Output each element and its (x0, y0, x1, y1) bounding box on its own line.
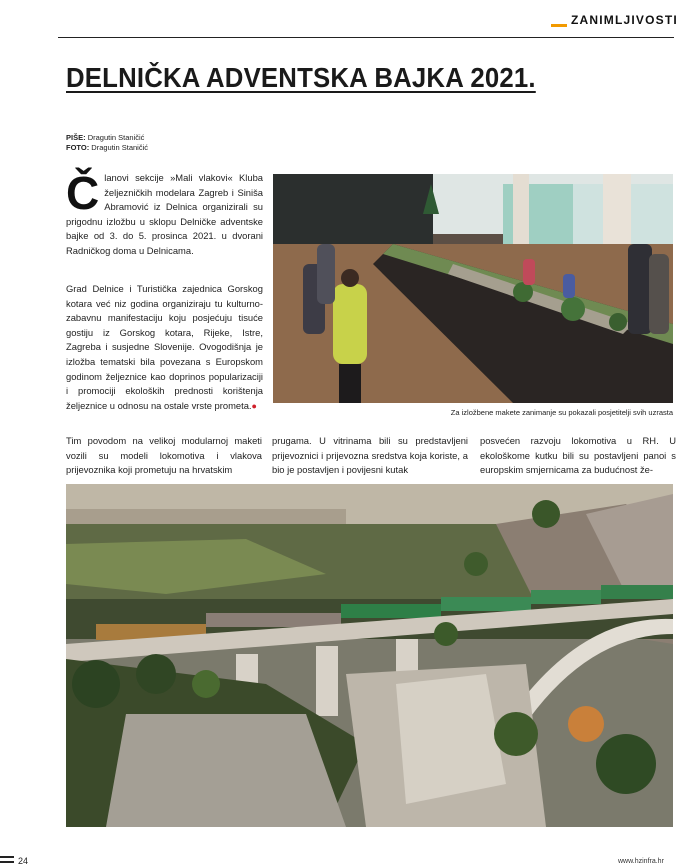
photographer-name: Dragutin Staničić (91, 143, 148, 152)
drop-cap: Č (66, 167, 100, 219)
footer-rule-bottom (0, 861, 14, 863)
intro-paragraph (66, 167, 263, 259)
body-column-1: Tim povodom na velikoj modularnoj maketi vozili su modeli lokomotiva i vlakova prijevoznika koji prometuju na hrvatskim (66, 435, 262, 476)
page-number: 24 (18, 856, 29, 866)
article-credits (66, 133, 148, 153)
second-paragraph (66, 282, 263, 413)
author-label: PIŠE: (66, 133, 86, 142)
section-accent-bar (551, 24, 567, 27)
article-title: DELNIČKA ADVENTSKA BAJKA 2021. (66, 62, 536, 93)
body-column-2: prugama. U vitrinama bili su predstavljeni prijevoznici i prijevozna sredstva koja koriste, a bio je postavljen i povijesni kutak (272, 435, 468, 476)
second-paragraph-text: Grad Delnice i Turistička zajednica Gorskog kotara već niz godina organiziraju tu kulturno-zabavnu manifestaciju koju posjećuju tisuće gostiju iz Gorskog kotara, Rijeke, Istre, Zagreba i susjedne Slovenije. Ovogodišnja je izložba tematski bila povezana s Europskom godinom željeznice kao doprinos popularizaciji i promociji ekoloških prednosti korištenja željeznice u odnosu na ostale vrste prometa. (66, 283, 263, 411)
exhibition-hall-photo (273, 174, 673, 403)
footer-rule-top (0, 856, 14, 858)
model-railway-photo (66, 484, 673, 827)
author-name: Dragutin Staničić (87, 133, 145, 142)
body-column-3: posvećen razvoju lokomotiva u RH. U ekološkome kutku bili su postavljeni panoi s europskim smjernicama za budućnost že- (480, 435, 676, 476)
photo-label: FOTO: (66, 143, 90, 152)
website-link[interactable]: www.hzinfra.hr (618, 858, 664, 865)
end-mark-icon: ● (251, 400, 257, 411)
photo-caption: Za izložbene makete zanimanje su pokazali posjetitelji svih uzrasta (450, 408, 673, 417)
header-rule (58, 37, 674, 38)
section-label: ZANIMLJIVOSTI (571, 13, 678, 27)
intro-text: lanovi sekcije »Mali vlakovi« Kluba željezničkih modelara Zagreb i Siniša Abramović iz Delnica organizirali su prigodnu izložbu u sklopu Delničke adventske bajke od 3. do 5. prosinca 2021. u dvorani Radničkog doma u Delnicama. (66, 172, 263, 256)
